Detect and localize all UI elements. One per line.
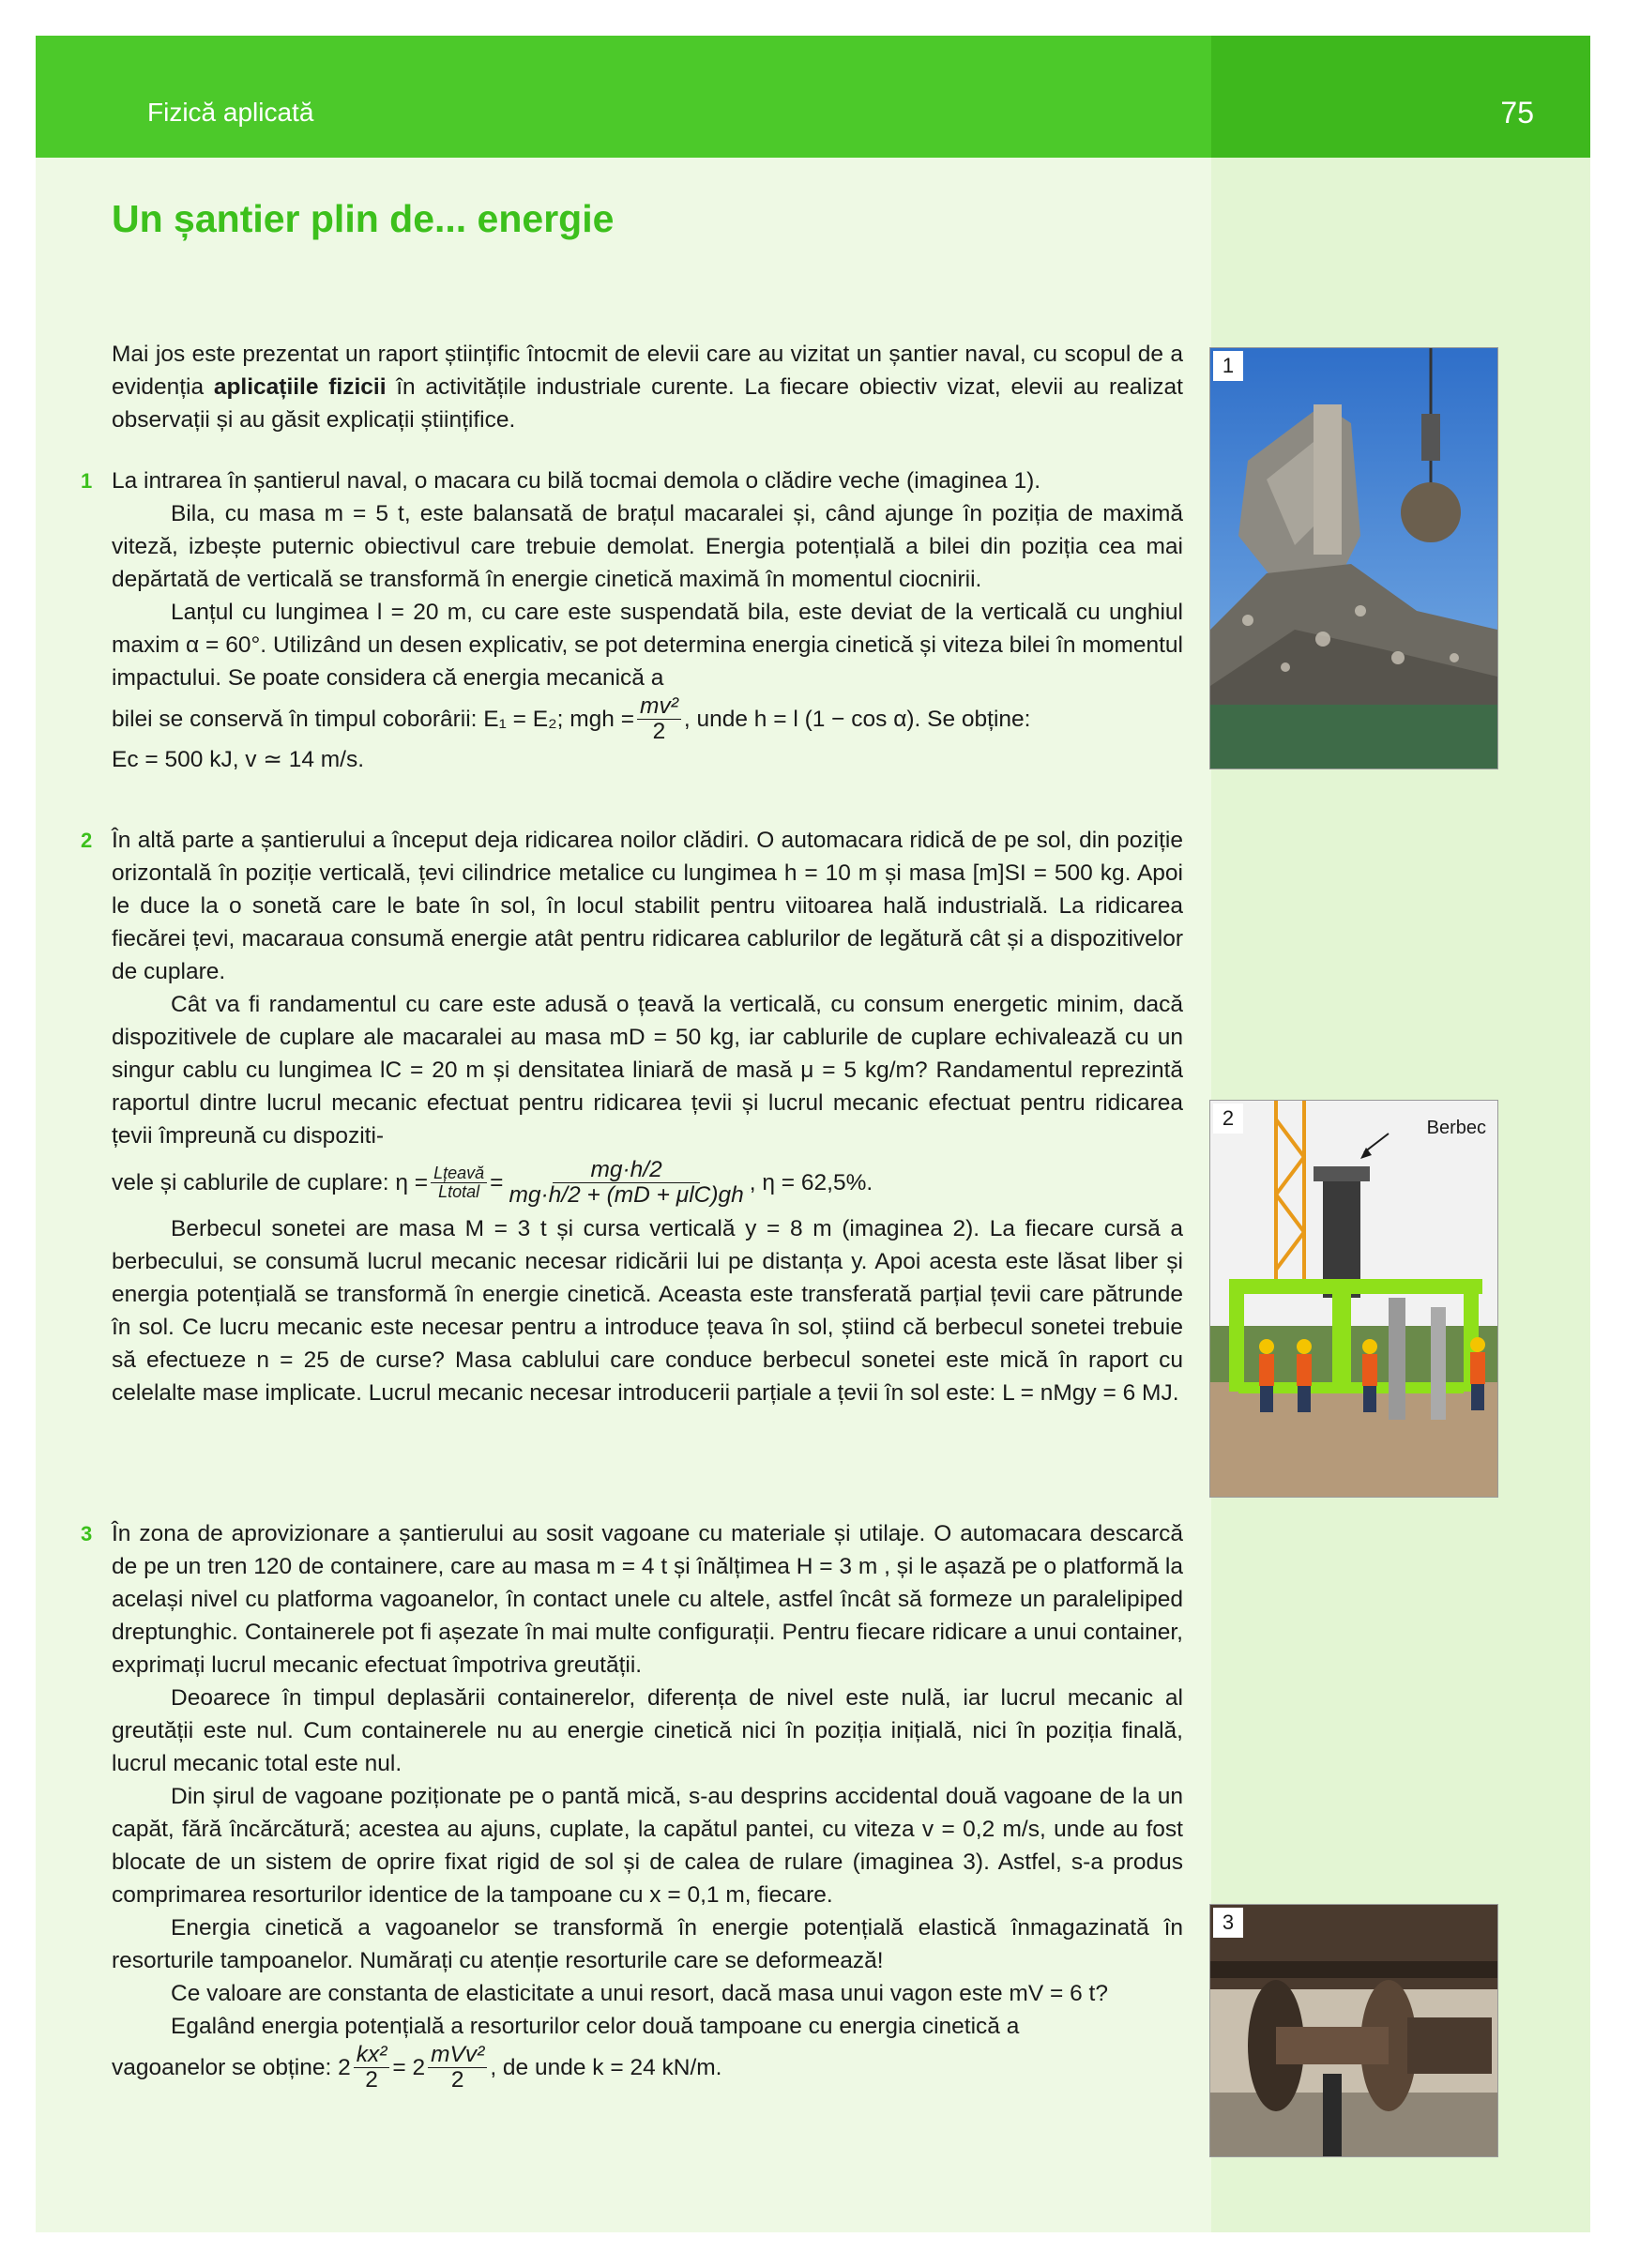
berbec-label: Berbec — [1426, 1118, 1486, 1138]
section-2-equation: vele și cablurile de cuplare: η = $\frac{\text{Lțeavă}}{\text{Ltotal}}$ = $\frac{mg\cdot h/2}{\text{mg·h/2 + (mD + μlC)gh}}$ , η = 62,5%. — [112, 1157, 873, 1208]
fraction-denominator: 2 — [652, 718, 666, 744]
intro-paragraph — [112, 338, 1183, 436]
photo-3-label: 3 — [1213, 1908, 1243, 1938]
section-1 — [81, 464, 1183, 776]
fraction-numerator: Lțeavă — [431, 1164, 487, 1183]
photo-pile-driver — [1209, 1100, 1498, 1498]
section-3-p2: Deoarece în timpul deplasării containerelor, diferența de nivel este nulă, iar lucrul mecanic al greutății este nul. Cum containerele nu au energie cinetică nici în poziția inițială, nici în poziția finală, lucrul mecanic total este nul. — [112, 1685, 1183, 1776]
fraction-kinetic — [428, 2043, 487, 2092]
section-2-p1: În altă parte a șantierului a început deja ridicarea noilor clădiri. O automacara ridică de pe sol, din poziție orizontală în poziție verticală, țevi cilindrice metalice cu lungimea h = 10 m și masa [m]SI = 500 kg. Apoi le duce la o sonetă care le bate în sol, în locul stabilit pentru viitoarea hală industrială. La ridicarea fiecărei țevi, macaraua consumă energie atât pentru ridicarea cablurilor de legătură cât și a dispozitivelor de cuplare. — [112, 828, 1183, 984]
section-1-result: Ec = 500 kJ, v ≃ 14 m/s. — [112, 747, 365, 773]
equation-text-mid: = 2 — [392, 2054, 426, 2080]
fraction-spring — [354, 2043, 390, 2092]
section-3-p3: Din șirul de vagoane poziționate pe o pantă mică, s-au desprins accidental două vagoane de la un capăt, fără încărcătură; acestea au ajuns, cuplate, la capătul pantei, cu viteza v = 0,2 m/s, unde au fost blocate de un sistem de oprire fixat rigid de sol și de calea de rulare (imaginea 3). Astfel, s-a produs comprimarea resorturilor identice de la tampoane cu x = 0,1 m, fiecare. — [112, 1784, 1183, 1908]
page-number: 75 — [1500, 96, 1534, 129]
fraction-energy — [431, 1164, 487, 1201]
fraction-denominator: mg·h/2 + (mD + μlC)gh — [509, 1181, 744, 1208]
section-1-p2: Bila, cu masa m = 5 t, este balansată de brațul macaralei și, când ajunge în poziția de maximă viteză, izbește puternic obiectivul care trebuie demolat. Energia potențială a bilei din poziția cea mai depărtată de verticală se transformă în energie cinetică maximă în momentul ciocnirii. — [112, 501, 1183, 592]
fraction-denominator: 2 — [365, 2066, 378, 2093]
photo-demolition — [1209, 347, 1498, 769]
section-1-equation — [112, 694, 1183, 743]
section-3 — [81, 1517, 1183, 2093]
wagon-buffers-image — [1210, 1905, 1497, 2156]
header-title: Fizică aplicată — [147, 98, 314, 127]
section-2-p2: Cât va fi randamentul cu care este adusă o țeavă la verticală, cu consum energetic minim, dacă dispozitivele de cuplare ale macaralei au masa mD = 50 kg, iar cablurile de cuplare echivalează cu un singur cablu cu lungimea lC = 20 m și densitatea liniară de masă μ = 5 kg/m? Randamentul reprezintă raportul dintre lucrul mecanic efectuat pentru ridicarea țevii și lucrul mecanic efectuat pentru ridicarea țevii împreună cu dispoziti- — [112, 992, 1183, 1149]
fraction-numerator: mg·h/2 — [553, 1158, 699, 1183]
fraction-denominator: Ltotal — [438, 1181, 480, 1201]
pile-driver-image — [1210, 1101, 1497, 1497]
equation-text: bilei se conservă în timpul coborârii: E₁ = E₂; mgh = — [112, 706, 635, 732]
photo-2-label: 2 — [1213, 1104, 1243, 1134]
header-page-area — [1211, 36, 1590, 158]
equation-text-end: , unde h = l (1 − cos α). Se obține: — [683, 706, 1031, 732]
section-3-number: 3 — [81, 1522, 93, 1545]
equation-text-end: , de unde k = 24 kN/m. — [490, 2054, 722, 2080]
section-3-p4: Energia cinetică a vagoanelor se transformă în energie potențială elastică înmagazinată în resorturile tampoanelor. Numărați cu atenție resorturile care se deformează! — [112, 1915, 1183, 1973]
equation-text-end: , η = 62,5%. — [749, 1169, 873, 1195]
fraction-numerator: kx² — [354, 2043, 390, 2068]
section-1-p3: Lanțul cu lungimea l = 20 m, cu care este suspendată bila, este deviat de la verticală cu unghiul maxim α = 60°. Utilizând un desen explicativ, se pot determina energia cinetică și viteza bilei în momentul impactului. Se poate considera că energia mecanică a — [112, 600, 1183, 691]
equation-text: vagoanelor se obține: 2 — [112, 2054, 351, 2080]
fraction — [637, 694, 681, 743]
section-1-p1: La intrarea în șantierul naval, o macara cu bilă tocmai demola o clădire veche (imaginea 1). — [112, 468, 1041, 494]
fraction-numerator: mv² — [637, 694, 681, 720]
section-3-p5: Ce valoare are constanta de elasticitate a unui resort, dacă masa unui vagon este mV = 6 t? — [171, 1981, 1108, 2006]
header-bar — [36, 36, 1211, 158]
section-3-p1: În zona de aprovizionare a șantierului au sosit vagoane cu materiale și utilaje. O automacara descarcă de pe un tren 120 de containere, care au masa m = 4 t și înălțimea H = 3 m , și le așază pe o platformă la același nivel cu platforma vagoanelor, în contact unele cu altele, astfel încât să formeze un paralelipiped dreptunghic. Containerele pot fi așezate în mai multe configurații. Pentru fiecare ridicare a unui container, exprimați lucrul mecanic efectuat împotriva greutății. — [112, 1521, 1183, 1678]
intro-text: Mai jos este prezentat un raport științific întocmit de elevii care au vizitat un șantier naval, cu scopul de a evidenția — [112, 342, 1183, 400]
article-title: Un șantier plin de... energie — [112, 197, 615, 240]
intro-bold: aplicațiile fizicii — [213, 374, 387, 400]
section-1-number: 1 — [81, 469, 93, 493]
fraction-efficiency — [506, 1158, 746, 1207]
equation-text: vele și cablurile de cuplare: η = — [112, 1169, 429, 1195]
section-2-number: 2 — [81, 829, 93, 852]
section-3-p6: Egalând energia potențială a resorturilor celor două tampoane cu energia cinetică a — [171, 2014, 1020, 2039]
photo-1-label: 1 — [1213, 351, 1243, 381]
intro-text-end: în activitățile industriale curente. La fiecare obiectiv vizat, elevii au realizat observații și au găsit explicații științifice. — [112, 374, 1183, 433]
section-2 — [81, 824, 1183, 1409]
demolition-image — [1210, 348, 1497, 769]
fraction-numerator: mVv² — [428, 2043, 487, 2068]
photo-wagon-buffers — [1209, 1904, 1498, 2157]
fraction-denominator: 2 — [450, 2066, 464, 2093]
section-3-equation — [112, 2043, 1183, 2092]
section-2-p3: Berbecul sonetei are masa M = 3 t și cursa verticală y = 8 m (imaginea 2). La fiecare cursă a berbecului, se consumă lucrul mecanic necesar ridicării lui pe distanța y. Apoi acesta este lăsat liber și energia potențială se transformă în energie cinetică. Aceasta este transferată parțial țevii care pătrunde în sol. Ce lucru mecanic este necesar pentru a introduce țeava în sol, știind că berbecul sonetei trebuie să efectueze n = 25 de curse? Masa cablului care conduce berbecul sonetei este mică în raport cu celelalte mase implicate. Lucrul mecanic necesar introducerii parțiale a țevii în sol este: L = nMgy = 6 MJ. — [112, 1216, 1183, 1407]
